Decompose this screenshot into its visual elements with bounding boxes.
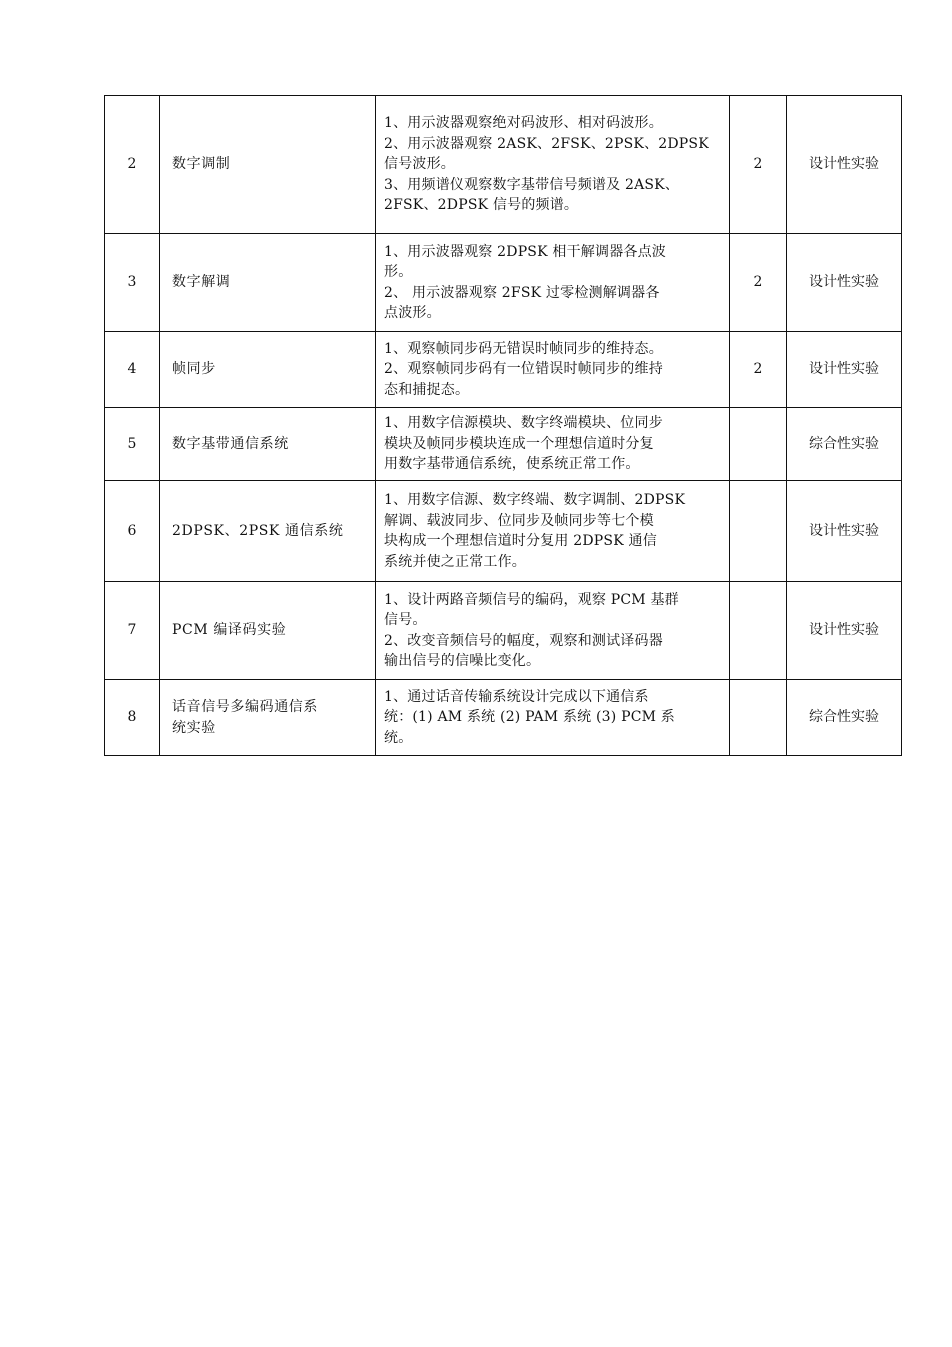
experiment-hours: 2 (730, 234, 787, 332)
experiment-hours: 2 (730, 96, 787, 234)
experiment-name: 帧同步 (160, 332, 376, 408)
experiment-type: 设计性实验 (787, 96, 902, 234)
experiment-content: 1、用示波器观察 2DPSK 相干解调器各点波 形。 2、 用示波器观察 2FSK 过零检测解调器各 点波形。 (376, 234, 730, 332)
experiment-type: 综合性实验 (787, 680, 902, 756)
experiment-hours: 2 (730, 332, 787, 408)
table-row (105, 332, 902, 408)
experiment-name: 数字基带通信系统 (160, 408, 376, 481)
row-number: 7 (105, 582, 160, 680)
experiment-content: 1、观察帧同步码无错误时帧同步的维持态。 2、观察帧同步码有一位错误时帧同步的维持 态和捕捉态。 (376, 332, 730, 408)
experiment-hours (730, 680, 787, 756)
row-number: 4 (105, 332, 160, 408)
experiment-content: 1、用数字信源模块、数字终端模块、位同步 模块及帧同步模块连成一个理想信道时分复 用数字基带通信系统，使系统正常工作。 (376, 408, 730, 481)
row-number: 3 (105, 234, 160, 332)
experiment-content: 1、通过话音传输系统设计完成以下通信系 统：(1) AM 系统 (2) PAM 系统 (3) PCM 系 统。 (376, 680, 730, 756)
experiment-table (104, 95, 902, 756)
experiment-type: 设计性实验 (787, 582, 902, 680)
experiment-content: 1、用数字信源、数字终端、数字调制、2DPSK 解调、载波同步、位同步及帧同步等七个模 块构成一个理想信道时分复用 2DPSK 通信 系统并使之正常工作。 (376, 481, 730, 582)
table-row (105, 582, 902, 680)
experiment-name: 数字解调 (160, 234, 376, 332)
table-row (105, 481, 902, 582)
table-row (105, 680, 902, 756)
experiment-content: 1、用示波器观察绝对码波形、相对码波形。 2、用示波器观察 2ASK、2FSK、2PSK、2DPSK 信号波形。 3、用频谱仪观察数字基带信号频谱及 2ASK、 2FSK、2DPSK 信号的频谱。 (376, 96, 730, 234)
experiment-type: 综合性实验 (787, 408, 902, 481)
experiment-name: 话音信号多编码通信系 统实验 (160, 680, 376, 756)
experiment-type: 设计性实验 (787, 481, 902, 582)
table-row (105, 234, 902, 332)
experiment-content: 1、设计两路音频信号的编码，观察 PCM 基群 信号。 2、改变音频信号的幅度，观察和测试译码器 输出信号的信噪比变化。 (376, 582, 730, 680)
experiment-name: 2DPSK、2PSK 通信系统 (160, 481, 376, 582)
experiment-type: 设计性实验 (787, 332, 902, 408)
row-number: 2 (105, 96, 160, 234)
table-row (105, 408, 902, 481)
table-row (105, 96, 902, 234)
experiment-type: 设计性实验 (787, 234, 902, 332)
row-number: 5 (105, 408, 160, 481)
experiment-hours (730, 582, 787, 680)
experiment-name: 数字调制 (160, 96, 376, 234)
experiment-name: PCM 编译码实验 (160, 582, 376, 680)
experiment-hours (730, 481, 787, 582)
experiment-hours (730, 408, 787, 481)
row-number: 8 (105, 680, 160, 756)
row-number: 6 (105, 481, 160, 582)
